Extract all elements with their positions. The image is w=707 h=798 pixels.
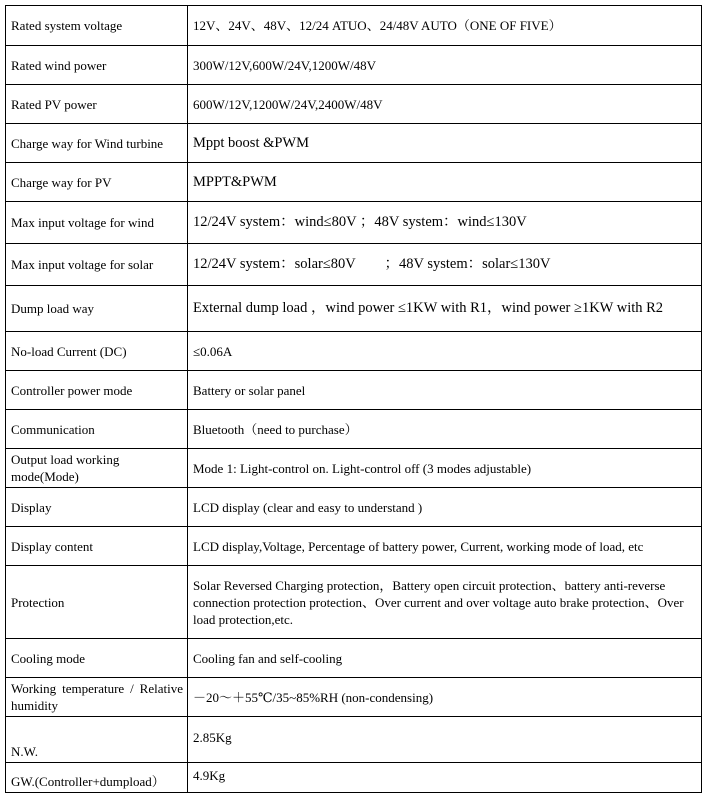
table-row — [6, 566, 702, 639]
row-label: No-load Current (DC) — [6, 332, 188, 371]
table-row — [6, 286, 702, 332]
table-row — [6, 163, 702, 202]
table-row — [6, 639, 702, 678]
row-label: Display content — [6, 527, 188, 566]
row-value: 12/24V system：solar≤80V ；48V system：solar≤130V — [188, 244, 702, 286]
row-label: N.W. — [6, 717, 188, 763]
row-label: Max input voltage for solar — [6, 244, 188, 286]
table-row — [6, 46, 702, 85]
row-value: LCD display (clear and easy to understand ) — [188, 488, 702, 527]
table-row — [6, 244, 702, 286]
row-value: Mode 1: Light-control on. Light-control off (3 modes adjustable) — [188, 449, 702, 488]
table-row — [6, 124, 702, 163]
row-value: 600W/12V,1200W/24V,2400W/48V — [188, 85, 702, 124]
table-row — [6, 410, 702, 449]
table-row — [6, 717, 702, 763]
row-value: ≤0.06A — [188, 332, 702, 371]
row-value: Mppt boost &PWM — [188, 124, 702, 163]
spec-table — [5, 5, 702, 793]
table-row — [6, 202, 702, 244]
row-label: Output load working mode(Mode) — [6, 449, 188, 488]
row-value: MPPT&PWM — [188, 163, 702, 202]
table-row — [6, 85, 702, 124]
row-label: Communication — [6, 410, 188, 449]
row-label: Charge way for PV — [6, 163, 188, 202]
row-label: Working temperature / Relative humidity — [6, 678, 188, 717]
row-label: GW.(Controller+dumpload） — [6, 763, 188, 793]
row-value: Cooling fan and self-cooling — [188, 639, 702, 678]
table-row — [6, 678, 702, 717]
row-value: LCD display,Voltage, Percentage of battery power, Current, working mode of load, etc — [188, 527, 702, 566]
table-row — [6, 6, 702, 46]
table-row — [6, 527, 702, 566]
row-label: Rated system voltage — [6, 6, 188, 46]
row-label: Max input voltage for wind — [6, 202, 188, 244]
row-label: Dump load way — [6, 286, 188, 332]
row-label: Rated PV power — [6, 85, 188, 124]
row-label: Charge way for Wind turbine — [6, 124, 188, 163]
row-value: 12V、24V、48V、12/24 ATUO、24/48V AUTO（ONE OF FIVE） — [188, 6, 702, 46]
row-value: Bluetooth（need to purchase） — [188, 410, 702, 449]
row-value: 12/24V system：wind≤80V ；48V system：wind≤130V — [188, 202, 702, 244]
table-row — [6, 332, 702, 371]
row-label: Cooling mode — [6, 639, 188, 678]
row-value: External dump load ，wind power ≤1KW with R1，wind power ≥1KW with R2 — [188, 286, 702, 332]
row-label: Display — [6, 488, 188, 527]
table-row — [6, 449, 702, 488]
row-label: Protection — [6, 566, 188, 639]
row-label: Controller power mode — [6, 371, 188, 410]
table-row — [6, 488, 702, 527]
table-row — [6, 371, 702, 410]
row-value: 2.85Kg — [188, 717, 702, 763]
row-label: Rated wind power — [6, 46, 188, 85]
row-value: 4.9Kg — [188, 763, 702, 793]
row-value: Battery or solar panel — [188, 371, 702, 410]
row-value: 300W/12V,600W/24V,1200W/48V — [188, 46, 702, 85]
row-value: －20～＋55℃/35~85%RH (non-condensing) — [188, 678, 702, 717]
table-row — [6, 763, 702, 793]
row-value: Solar Reversed Charging protection，Battery open circuit protection、battery anti-reverse connection protection protection、Over current and over voltage auto brake protection、Over load protection,etc. — [188, 566, 702, 639]
